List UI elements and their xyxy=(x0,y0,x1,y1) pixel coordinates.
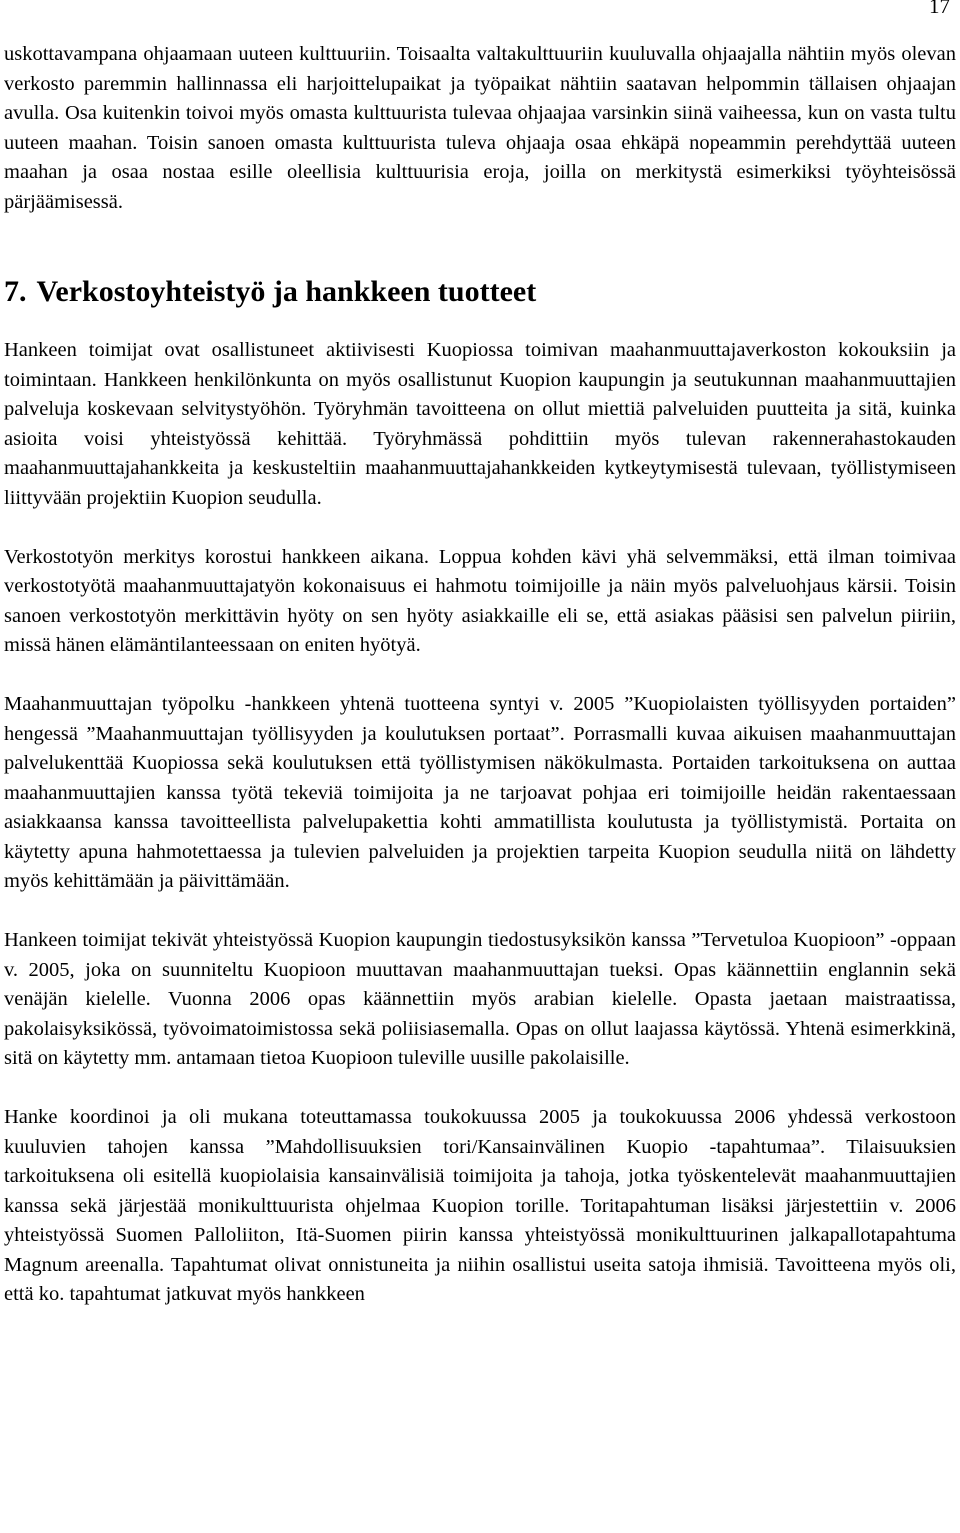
document-body xyxy=(4,40,956,1310)
body-paragraph: Hankeen toimijat ovat osallistuneet aktiivisesti Kuopiossa toimivan maahanmuuttajaverkoston kokouksiin ja toimintaan. Hankkeen henkilönkunta on myös osallistunut Kuopion kaupungin ja seutukunnan maahanmuuttajien palveluja koskevaan selvitystyöhön. Työryhmän tavoitteena on ollut miettiä palveluiden puutteita ja sitä, kuinka asioita voisi yhteistyössä kehittää. Työryhmässä pohdittiin myös tulevan rakennerahastokauden maahanmuuttajahankkeita ja keskusteltiin maahanmuuttajahankkeiden kytkeytymisestä tulevaan, työllistymiseen liittyvään projektiin Kuopion seudulla. xyxy=(4,339,956,509)
body-paragraph: Hankeen toimijat tekivät yhteistyössä Kuopion kaupungin tiedostusyksikön kanssa ”Tervetuloa Kuopioon” -oppaan v. 2005, joka on suunniteltu Kuopioon muuttavan maahanmuuttajan tueksi. Opas käännettiin englannin sekä venäjän kielelle. Vuonna 2006 opas käännettiin myös arabian kielelle. Opasta jaetaan maistraatissa, pakolaisyksikössä, työvoimatoimistossa sekä poliisiasemalla. Opas on ollut laajassa käytössä. Yhtenä esimerkkinä, sitä on käytetty mm. antamaan tietoa Kuopioon tuleville uusille pakolaisille. xyxy=(4,929,956,1069)
body-paragraph: Verkostotyön merkitys korostui hankkeen aikana. Loppua kohden kävi yhä selvemmäksi, että ilman toimivaa verkostotyötä maahanmuuttajatyön kokonaisuus ei hahmotu toimijoille ja näin myös palveluohjaus kärsii. Toisin sanoen verkostotyön merkittävin hyöty on sen hyöty asiakkaille eli se, että asiakas pääsisi sen palvelun piiriin, missä hänen elämäntilanteessaan on eniten hyötyä. xyxy=(4,545,956,656)
section-title: Verkostoyhteistyö ja hankkeen tuotteet xyxy=(36,275,537,308)
body-paragraph: Hanke koordinoi ja oli mukana toteuttamassa toukokuussa 2005 ja toukokuussa 2006 yhdessä verkostoon kuuluvien tahojen kanssa ”Mahdollisuuksien tori/Kansainvälinen Kuopio -tapahtumaa”. Tilaisuuksien tarkoituksena oli esitellä kuopiolaisia kansainvälisiä toimijoita ja tahoja, jotka työskentelevät maahanmuuttajien kanssa sekä järjestää monikulttuurista ohjelmaa Kuopion torille. Toritapahtuman lisäksi järjestettiin v. 2006 yhteistyössä Suomen Palloliiton, Itä-Suomen piirin kanssa yhteistyössä monikulttuurinen jalkapallotapahtuma Magnum areenalla. Tapahtumat olivat onnistuneita ja niihin osallistui useita satoja ihmisiä. Tavoitteena myös oli, että ko. tapahtumat jatkuvat myös hankkeen xyxy=(4,1106,956,1305)
intro-paragraph: uskottavampana ohjaamaan uuteen kulttuuriin. Toisaalta valtakulttuuriin kuuluvalla ohjaajalla nähtiin myös olevan verkosto paremmin hallinnassa eli harjoittelupaikat ja työpaikat nähtiin saatavan helpommin tällaisen ohjaajan avulla. Osa kuitenkin toivoi myös omasta kulttuurista tulevaa ohjaajaa varsinkin siinä vaiheessa, kun on vasta tultu uuteen maahan. Toisin sanoen omasta kulttuurista tuleva ohjaaja osaa ehkäpä nopeammin perehdyttää uuteen maahan ja osaa nostaa esille oleellisia kulttuurisia eroja, joilla on merkitystä esimerkiksi työyhteisössä pärjäämisessä. xyxy=(4,43,956,213)
page-number: 17 xyxy=(929,0,950,18)
section-number: 7. xyxy=(4,275,27,308)
body-paragraph: Maahanmuuttajan työpolku -hankkeen yhtenä tuotteena syntyi v. 2005 ”Kuopiolaisten työllisyyden portaiden” hengessä ”Maahanmuuttajan työllisyyden ja koulutuksen portaat”. Porrasmalli kuvaa aikuisen maahanmuuttajan palvelukenttää Kuopiossa sekä koulutuksen että työllistymisen näkökulmasta. Portaiden tarkoituksena on auttaa maahanmuuttajien kanssa työtä tekeviä toimijoita ja ne tarjoavat pohjaa eri toimijoille heidän rakentaessaan asiakkaansa kanssa tavoitteellista palvelupakettia kohti ammatillista koulutusta ja työllistymistä. Portaita on käytetty apuna hahmotettaessa ja tulevien palveluiden ja projektien tarpeita Kuopion seudulla niitä on lähdetty myös kehittämään ja päivittämään. xyxy=(4,693,956,892)
section-heading xyxy=(4,274,956,310)
